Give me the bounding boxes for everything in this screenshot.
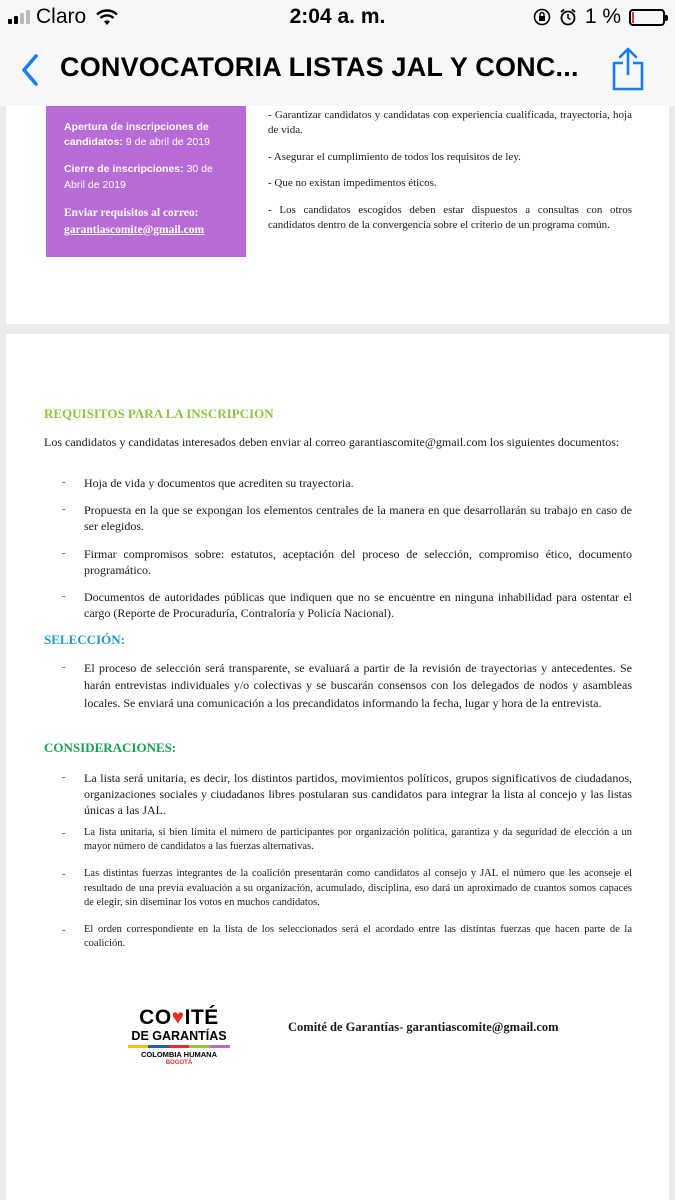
comite-logo (128, 1007, 230, 1067)
heading-seleccion: SELECCIÓN: (44, 632, 125, 647)
status-bar (0, 0, 675, 34)
requirement-item: - Garantizar candidatos y candidatas con experiencia cualificada, trayectoria, hoja de vida. (268, 109, 632, 137)
list-item: - Documentos de autoridades públicas que indiquen que no se encuentre en ninguna inhabilidad para ostentar el cargo (Reporte de Procuraduría, Contraloría y Policía Nacional). (44, 589, 632, 621)
list-item: - Propuesta en la que se expongan los elementos centrales de la manera en que desarrollarán su trabajo en caso de ser elegidos. (44, 502, 632, 534)
logo-stripe-segment (210, 1045, 230, 1048)
logo-stripe-segment (169, 1045, 189, 1048)
heading-consideraciones: CONSIDERACIONES: (44, 740, 177, 755)
requisitos-intro: Los candidatos y candidatas interesados deben enviar al correo garantiascomite@gmail.com los siguientes documentos: (44, 435, 620, 449)
navigation-bar (0, 34, 675, 106)
logo-line-1: CO♥ITÉ (139, 1006, 219, 1029)
list-item: - Firmar compromisos sobre: estatutos, aceptación del proceso de selección, compromiso ético, documento programático. (44, 546, 632, 578)
battery-percent: 1 % (584, 5, 621, 28)
status-right (533, 5, 665, 29)
alarm-icon (559, 8, 577, 26)
document-page-1 (6, 106, 669, 324)
consideraciones-list (44, 770, 632, 819)
logo-stripe-segment (128, 1045, 148, 1048)
requirement-item: - Asegurar el cumplimiento de todos los requisitos de ley. (268, 150, 521, 163)
logo-line-4: BOGOTÁ (165, 1060, 193, 1066)
requirements-list (268, 108, 632, 244)
list-item: - Hoja de vida y documentos que acrediten su trayectoria. (44, 475, 632, 491)
carrier-name: Claro (36, 5, 87, 28)
mail-label: Enviar requisitos al correo: (64, 206, 199, 219)
document-page-2 (6, 334, 669, 1200)
footer-contact: Comité de Garantías- garantiascomite@gmail.com (288, 1020, 559, 1034)
logo-line-2: DE GARANTÍAS (131, 1029, 227, 1043)
clock: 2:04 a. m. (289, 5, 386, 28)
logo-stripe-segment (148, 1045, 168, 1048)
seleccion-list (44, 660, 632, 712)
logo-line-3: COLOMBIA HUMANA (141, 1050, 217, 1059)
list-item: - La lista unitaria, si bien limita el número de participantes por organización política, garantiza y da seguridad de elección a un mayor número de candidatos a las fuerzas alternativas. (44, 826, 632, 854)
list-item: - La lista será unitaria, es decir, los distintos partidos, movimientos políticos, grupos significativos de ciudadanos, organizaciones sociales y ciudadanos libres postularan sus candidatos para integrar la lista al concejo y las listas únicas a las JAL. (44, 770, 632, 819)
mail-link[interactable]: garantiascomite@gmail.com (64, 223, 205, 236)
logo-stripe-segment (189, 1045, 209, 1048)
battery-icon (629, 9, 665, 26)
back-chevron-icon[interactable] (16, 50, 46, 90)
heart-icon: ♥ (171, 1006, 185, 1029)
opening-info: Apertura de inscripciones de candidatos: 9 de abril de 2019 (64, 121, 210, 149)
document-title: CONVOCATORIA LISTAS JAL Y CONC... (60, 52, 579, 82)
requirement-item: - Los candidatos escogidos deben estar dispuestos a consultas con otros candidatos dentro de la convergencia sobre el criterio de un programa común. (268, 203, 632, 231)
heading-requisitos: REQUISITOS PARA LA INSCRIPCION (44, 406, 274, 421)
consideraciones-small-list (44, 826, 632, 951)
requirement-item: - Que no existan impedimentos éticos. (268, 177, 437, 190)
list-item: - El proceso de selección será transparente, se evaluará a partir de la revisión de trayectorias y antecedentes. Se harán entrevistas individuales y/o colectivas y se buscarán consensos con los delegados de nodos y asambleas locales. Se enviará una comunicación a los precandidatos informando la fecha, lugar y hora de la entrevista. (44, 660, 632, 712)
dates-box (46, 106, 246, 257)
list-item: - Las distintas fuerzas integrantes de la coalición presentarán como candidatos al consejo y JAL el número que les aconseje el resultado de una previa evaluación a su organización, acumulado, disciplina, eso dará un aproximado de cuantos somos capaces de elegir, sin diseminar los votos en muchos candidatos. (44, 867, 632, 910)
closing-info: Cierre de inscripciones: 30 de Abril de 2019 (64, 163, 213, 191)
share-icon[interactable] (611, 46, 645, 92)
list-item: - El orden correspondiente en la lista de los seleccionados será el acordado entre las distintas fuerzas que hacen parte de la coalición. (44, 923, 632, 951)
logo-stripe (128, 1045, 230, 1048)
requisitos-list (44, 475, 632, 621)
rotation-lock-icon (533, 8, 551, 26)
